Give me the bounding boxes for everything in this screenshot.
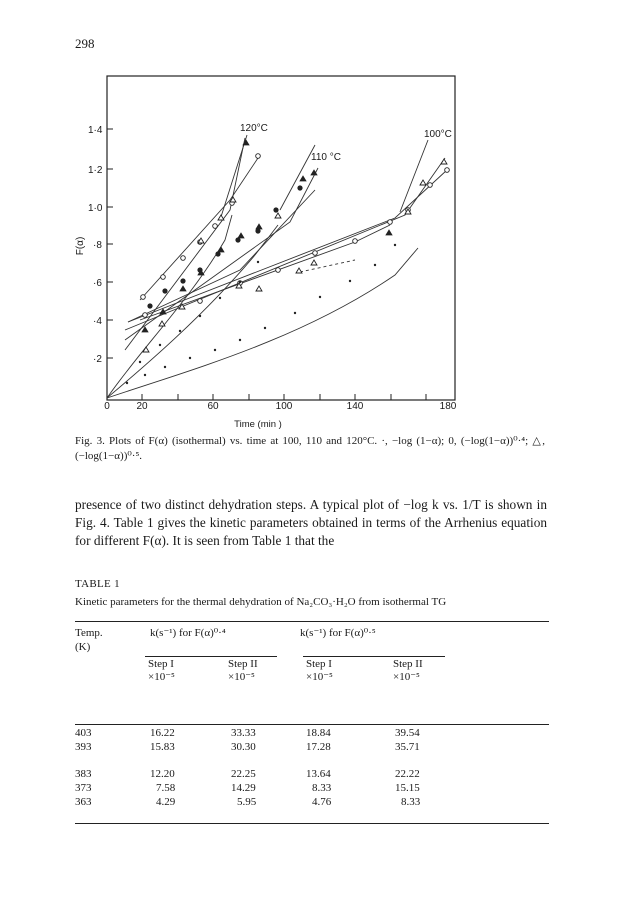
table-label: TABLE 1 (75, 578, 120, 590)
y-tick-label: 1·4 (88, 125, 103, 136)
table-bottom-rule (75, 823, 549, 824)
multiplier: ×10⁻⁵ (306, 671, 333, 683)
group2-rule (303, 656, 445, 657)
subheader-step1: Step I (148, 658, 174, 670)
y-tick-label: ·4 (93, 316, 102, 327)
header-temp-unit: (K) (75, 641, 91, 653)
cell-temp: 393 (75, 741, 92, 753)
cell-value: 18.84 (306, 727, 331, 739)
multiplier: ×10⁻⁵ (393, 671, 420, 683)
cell-value: 13.64 (306, 768, 331, 780)
page-number: 298 (75, 36, 95, 51)
cell-temp: 363 (75, 796, 92, 808)
cell-value: 7.58 (156, 782, 176, 794)
cell-value: 8.33 (312, 782, 332, 794)
x-axis-label: Time (min ) (234, 419, 282, 430)
subheader-step2: Step II (228, 658, 258, 670)
header-temp: Temp. (75, 627, 103, 639)
x-tick-label: 0 (104, 401, 110, 412)
header-group-0-5: k(s⁻¹) for F(α)⁰·⁵ (300, 627, 376, 639)
multiplier: ×10⁻⁵ (228, 671, 255, 683)
y-tick-label: ·2 (93, 354, 102, 365)
body-paragraph: presence of two distinct dehydration steps. A typical plot of −log k vs. 1/T is shown in Fig. 4. Table 1 gives the kinetic parameters obtained in terms of the Arrhenius equation for different F(α). It is seen from Table 1 that the (75, 497, 547, 548)
cell-value: 16.22 (150, 727, 175, 739)
subheader-step1: Step I (306, 658, 332, 670)
x-tick-label: 60 (207, 401, 219, 412)
cell-value: 15.83 (150, 741, 175, 753)
cell-temp: 383 (75, 768, 92, 780)
cell-temp: 373 (75, 782, 92, 794)
table-top-rule (75, 621, 549, 622)
cell-temp: 403 (75, 727, 92, 739)
group1-rule (145, 656, 277, 657)
x-tick-label: 180 (439, 401, 457, 412)
x-tick-label: 140 (346, 401, 364, 412)
cell-value: 14.29 (231, 782, 256, 794)
y-tick-label: 1·0 (88, 203, 103, 214)
cell-value: 12.20 (150, 768, 175, 780)
cell-value: 22.25 (231, 768, 256, 780)
multiplier: ×10⁻⁵ (148, 671, 175, 683)
y-tick-label: 1·2 (88, 165, 103, 176)
cell-value: 5.95 (237, 796, 257, 808)
cell-value: 4.29 (156, 796, 176, 808)
cell-value: 8.33 (401, 796, 421, 808)
x-tick-label: 100 (275, 401, 293, 412)
cell-value: 17.28 (306, 741, 331, 753)
subheader-step2: Step II (393, 658, 423, 670)
x-tick-label: 20 (136, 401, 148, 412)
cell-value: 35.71 (395, 741, 420, 753)
cell-value: 4.76 (312, 796, 332, 808)
table-header-rule (75, 724, 549, 725)
cell-value: 33.33 (231, 727, 256, 739)
table-caption: Kinetic parameters for the thermal dehydration of Na₂CO₃·H₂O from isothermal TG (75, 596, 447, 608)
y-tick-label: ·6 (93, 278, 102, 289)
header-group-0-4: k(s⁻¹) for F(α)⁰·⁴ (150, 627, 226, 639)
y-axis-label: F(α) (75, 236, 86, 256)
annotation-100c: 100°C (424, 129, 452, 140)
cell-value: 39.54 (395, 727, 420, 739)
cell-value: 30.30 (231, 741, 256, 753)
annotation-110c: 110 °C (311, 152, 341, 163)
y-tick-label: ·8 (93, 240, 102, 251)
figure-caption: Fig. 3. Plots of F(α) (isothermal) vs. time at 100, 110 and 120°C. ·, −log (1−α); 0, (−log(1−α))⁰·⁴; △, (−log(1−α))⁰·⁵. (75, 435, 545, 462)
cell-value: 22.22 (395, 768, 420, 780)
cell-value: 15.15 (395, 782, 420, 794)
annotation-120c: 120°C (240, 123, 268, 134)
